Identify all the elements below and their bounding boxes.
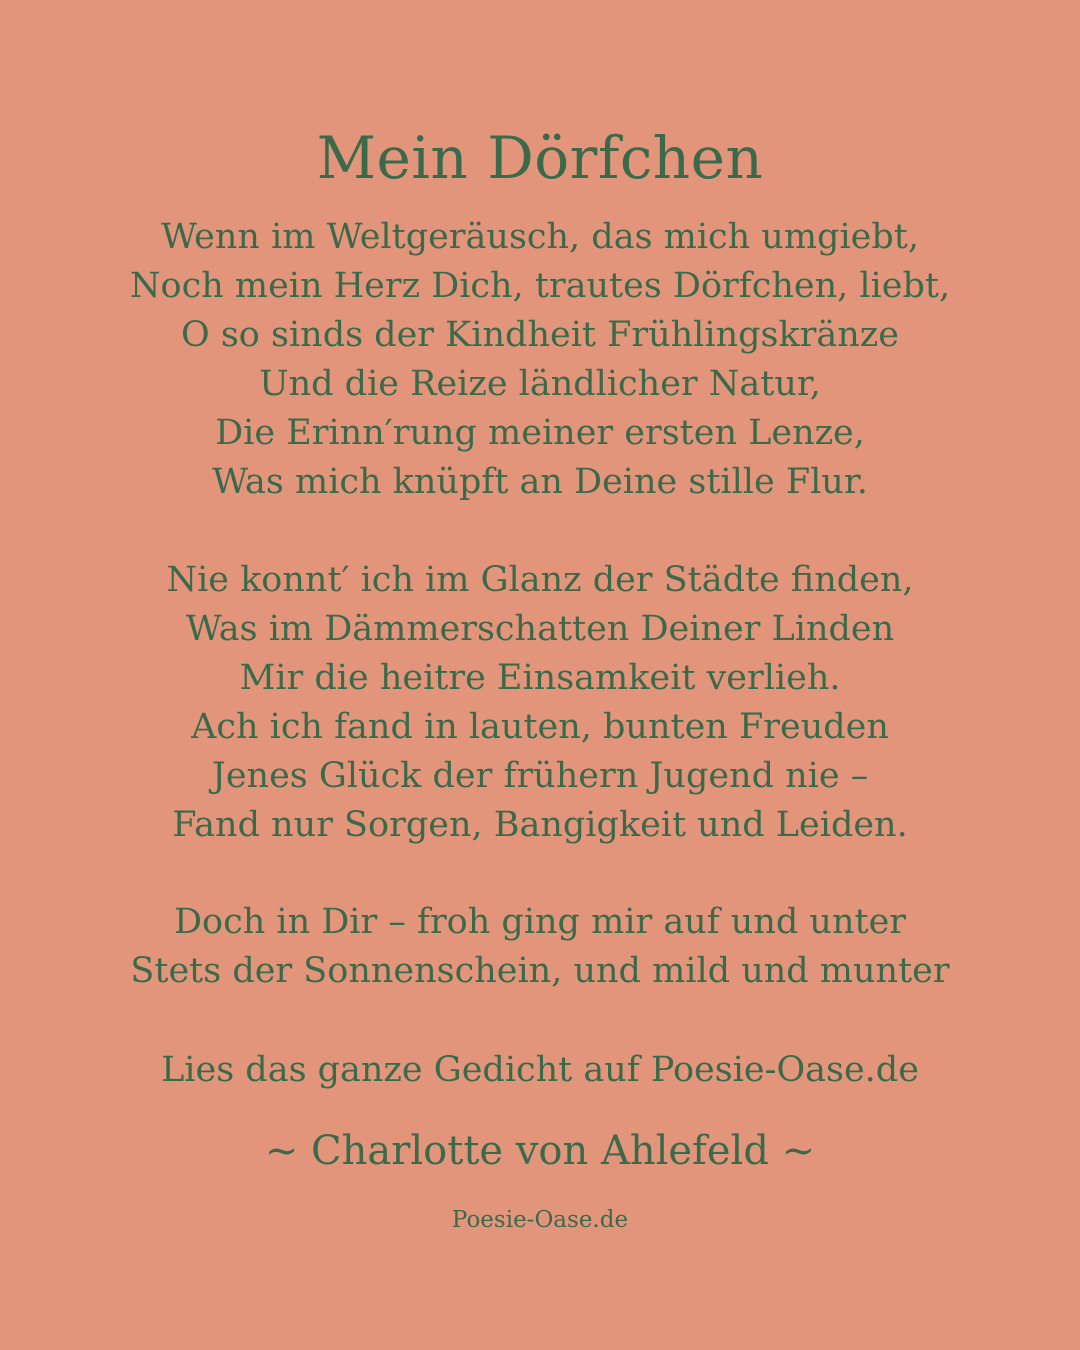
- poem-line: Ach ich fand in lauten, bunten Freuden: [191, 707, 889, 747]
- stanza-3: [0, 898, 1080, 996]
- poem-line: Was im Dämmerschatten Deiner Linden: [185, 609, 895, 649]
- poem-line: O so sinds der Kindheit Frühlingskränze: [181, 315, 899, 355]
- stanza-1: [0, 213, 1080, 507]
- poem-line: Was mich knüpft an Deine stille Flur.: [212, 462, 868, 502]
- poem-line: Stets der Sonnenschein, und mild und munter: [130, 951, 950, 991]
- poem-title: Mein Dörfchen: [316, 124, 764, 192]
- site-watermark: Poesie-Oase.de: [451, 1207, 629, 1233]
- poem-line: Fand nur Sorgen, Bangigkeit und Leiden.: [172, 805, 908, 845]
- poem-line: Doch in Dir – froh ging mir auf und unter: [173, 902, 907, 942]
- poem-line: Noch mein Herz Dich, trautes Dörfchen, liebt,: [129, 266, 951, 306]
- poem-line: Wenn im Weltgeräusch, das mich umgiebt,: [161, 217, 919, 257]
- poem-author: ~ Charlotte von Ahlefeld ~: [264, 1128, 816, 1174]
- poem-line: Mir die heitre Einsamkeit verlieh.: [239, 658, 841, 698]
- read-full-poem-text: Lies das ganze Gedicht auf Poesie-Oase.de: [161, 1050, 919, 1090]
- poem-line: Die Erinn′rung meiner ersten Lenze,: [215, 413, 865, 453]
- poem-line: Jenes Glück der frühern Jugend nie –: [211, 756, 869, 796]
- stanza-2: [0, 556, 1080, 850]
- poem-line: Und die Reize ländlicher Natur,: [259, 364, 821, 404]
- poem-line: Nie konnt′ ich im Glanz der Städte finden,: [166, 560, 914, 600]
